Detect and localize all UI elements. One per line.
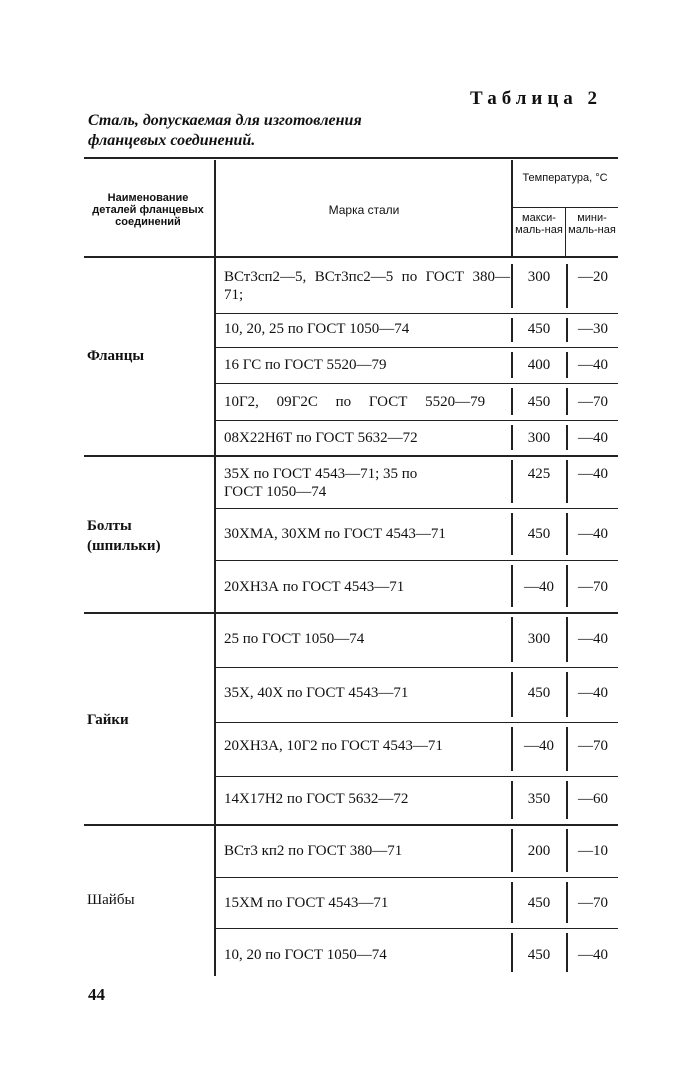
row-rule (216, 420, 618, 421)
header-max: макси-маль-ная (515, 212, 563, 236)
column-tick (566, 617, 568, 662)
column-tick (566, 829, 568, 872)
max-temp-cell: 300 (527, 430, 551, 446)
grade-cell: 08Х22Н6Т по ГОСТ 5632—72 (224, 430, 418, 446)
row-rule (216, 722, 618, 723)
group-name-nuts: Гайки (87, 712, 129, 728)
group-rule (84, 824, 618, 826)
group-name-flanges: Фланцы (87, 348, 145, 364)
min-temp-cell: —70 (578, 895, 608, 911)
column-tick (566, 318, 568, 342)
row-rule (216, 508, 618, 509)
grade-cell: 25 по ГОСТ 1050—74 (224, 631, 365, 647)
min-temp-cell: —40 (578, 526, 608, 542)
grade-cell: 35Х, 40Х по ГОСТ 4543—71 (224, 685, 409, 701)
row-rule (216, 928, 618, 929)
max-temp-cell: 350 (527, 791, 551, 807)
grade-cell: ВСт3 кп2 по ГОСТ 380—71 (224, 843, 403, 859)
column-tick (511, 565, 513, 607)
max-temp-cell: 450 (527, 947, 551, 963)
row-rule (216, 667, 618, 668)
column-tick (566, 781, 568, 819)
max-temp-cell: 425 (527, 466, 551, 482)
row-rule (216, 383, 618, 384)
column-tick (566, 933, 568, 972)
grade-cell: 10Г2, 09Г2С по ГОСТ 5520—79 (224, 394, 486, 410)
column-tick (511, 617, 513, 662)
header-top-rule (84, 157, 618, 159)
column-tick (566, 672, 568, 717)
column-tick (566, 388, 568, 415)
max-temp-cell: 200 (527, 843, 551, 859)
max-temp-cell: 400 (527, 357, 551, 373)
min-temp-cell: —40 (578, 430, 608, 446)
header-grade: Марка стали (328, 203, 400, 217)
column-tick (511, 672, 513, 717)
group-name-washers: Шайбы (87, 892, 135, 908)
grade-cell: 10, 20, 25 по ГОСТ 1050—74 (224, 321, 410, 337)
header-bottom-rule (84, 256, 618, 258)
min-temp-cell: —40 (578, 357, 608, 373)
grade-cell: 20ХН3А по ГОСТ 4543—71 (224, 579, 405, 595)
column-tick (511, 781, 513, 819)
header-part: Наименование деталей фланцевых соединений (92, 192, 204, 228)
header-col-divider-3 (565, 208, 566, 256)
max-temp-cell: —40 (524, 579, 554, 595)
row-rule (216, 877, 618, 878)
grade-cell: 14Х17Н2 по ГОСТ 5632—72 (224, 791, 409, 807)
group-name-bolts: Болты (шпильки) (87, 518, 161, 554)
grade-cell: 35Х по ГОСТ 4543—71; 35 по ГОСТ 1050—74 (224, 466, 418, 500)
row-rule (216, 560, 618, 561)
column-tick (566, 882, 568, 923)
min-temp-cell: —70 (578, 394, 608, 410)
row-rule (216, 776, 618, 777)
min-temp-cell: —40 (578, 947, 608, 963)
max-temp-cell: 450 (527, 685, 551, 701)
column-tick (511, 318, 513, 342)
header-col-divider-1 (214, 160, 216, 256)
row-rule (216, 347, 618, 348)
grade-cell: 16 ГС по ГОСТ 5520—79 (224, 357, 387, 373)
column-tick (566, 460, 568, 503)
group-rule (84, 612, 618, 614)
column-tick (566, 352, 568, 378)
table-title: Таблица 2 (470, 88, 603, 109)
column-tick (566, 727, 568, 771)
min-temp-cell: —70 (578, 579, 608, 595)
grade-cell: 20ХН3А, 10Г2 по ГОСТ 4543—71 (224, 738, 443, 754)
column-tick (511, 388, 513, 415)
grade-cell: 30ХМА, 30ХМ по ГОСТ 4543—71 (224, 526, 446, 542)
header-temperature: Температура, °С (522, 172, 608, 184)
column-tick (511, 727, 513, 771)
column-tick (511, 425, 513, 450)
max-temp-cell: 450 (527, 895, 551, 911)
column-tick (511, 513, 513, 555)
column-tick (566, 264, 568, 308)
min-temp-cell: —70 (578, 738, 608, 754)
row-rule (216, 313, 618, 314)
column-tick (566, 425, 568, 450)
max-temp-cell: 300 (527, 631, 551, 647)
column-tick (511, 933, 513, 972)
column-tick (566, 565, 568, 607)
min-temp-cell: —40 (578, 466, 608, 482)
max-temp-cell: 450 (527, 321, 551, 337)
column-tick (511, 882, 513, 923)
grade-cell: ВСт3сп2—5, ВСт3пс2—5 по ГОСТ 380—71; (224, 269, 510, 303)
min-temp-cell: —40 (578, 685, 608, 701)
body-col-divider-1 (214, 258, 216, 976)
min-temp-cell: —20 (578, 269, 608, 285)
column-tick (511, 829, 513, 872)
group-rule (84, 455, 618, 457)
page-number: 44 (88, 985, 105, 1004)
min-temp-cell: —10 (578, 843, 608, 859)
header-col-divider-2 (511, 160, 513, 256)
column-tick (511, 460, 513, 503)
max-temp-cell: 300 (527, 269, 551, 285)
column-tick (511, 264, 513, 308)
table-caption: Сталь, допускаемая для изготовления фланцевых соединений. (88, 112, 362, 149)
column-tick (566, 513, 568, 555)
max-temp-cell: 450 (527, 526, 551, 542)
max-temp-cell: 450 (527, 394, 551, 410)
grade-cell: 10, 20 по ГОСТ 1050—74 (224, 947, 387, 963)
grade-cell: 15ХМ по ГОСТ 4543—71 (224, 895, 389, 911)
min-temp-cell: —40 (578, 631, 608, 647)
min-temp-cell: —60 (578, 791, 608, 807)
min-temp-cell: —30 (578, 321, 608, 337)
column-tick (511, 352, 513, 378)
max-temp-cell: —40 (524, 738, 554, 754)
header-min: мини-маль-ная (568, 212, 616, 236)
